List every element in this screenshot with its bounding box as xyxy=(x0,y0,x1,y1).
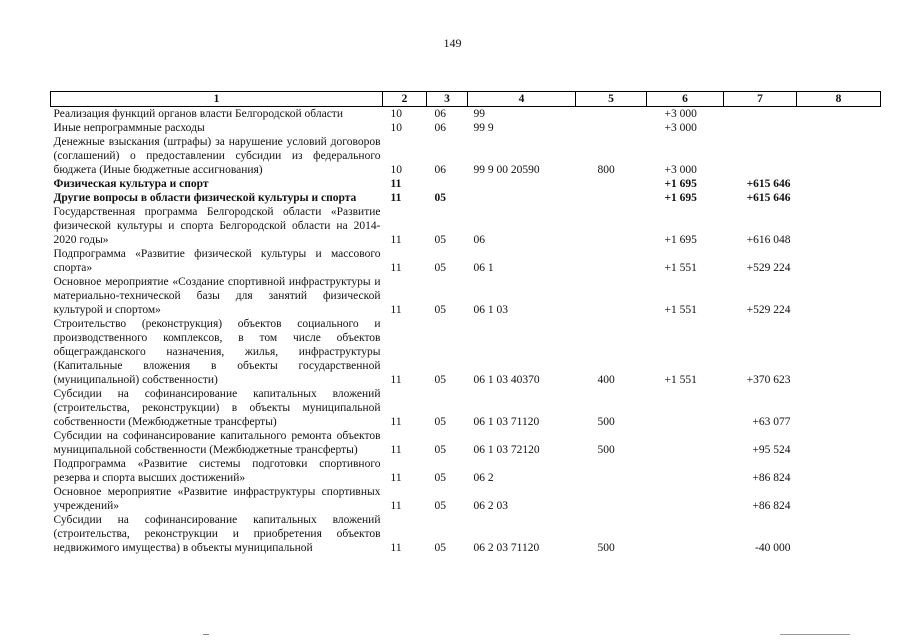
row-section: 11 xyxy=(390,542,402,554)
row-amount-6 xyxy=(647,485,724,513)
row-section: 11 xyxy=(390,500,402,512)
row-target-code: 06 1 03 71120 xyxy=(473,416,540,428)
row-amount-8 xyxy=(797,485,881,513)
row-target-code: 99 9 00 20590 xyxy=(473,164,540,176)
row-section: 11 xyxy=(390,444,402,456)
table-row xyxy=(51,387,881,429)
column-header-3: 3 xyxy=(427,92,468,107)
row-expense-type: 400 xyxy=(597,374,615,386)
column-header-1: 1 xyxy=(51,92,383,107)
row-amount-8 xyxy=(797,135,881,177)
row-subsection: 05 xyxy=(434,192,446,204)
row-amount-6: +1 695 xyxy=(664,234,697,246)
row-expense-type xyxy=(576,485,647,513)
budget-table xyxy=(50,91,881,555)
row-name: Строительство (реконструкция) объектов социального и производственного комплексов, в том числе объектов общегражданского назначения, жилья, инфраструктуры (Капитальные вложения в объекты государственной (муниципальной) собственности) xyxy=(53,318,381,386)
row-target-code: 06 1 03 72120 xyxy=(473,444,540,456)
row-amount-6: +3 000 xyxy=(664,122,697,134)
table-row xyxy=(51,107,881,122)
row-amount-6: +3 000 xyxy=(664,108,697,120)
scan-mark xyxy=(203,634,209,635)
row-name: Физическая культура и спорт xyxy=(53,178,209,190)
table-row xyxy=(51,457,881,485)
row-target-code: 99 9 xyxy=(473,122,494,134)
row-section: 11 xyxy=(390,234,402,246)
row-amount-7: +63 077 xyxy=(752,416,791,428)
table-row xyxy=(51,191,881,205)
row-expense-type xyxy=(576,247,647,275)
column-header-2: 2 xyxy=(383,92,427,107)
row-subsection: 05 xyxy=(434,234,446,246)
row-expense-type xyxy=(576,191,647,205)
row-amount-7 xyxy=(724,107,797,122)
row-amount-6 xyxy=(647,513,724,555)
row-amount-6: +1 551 xyxy=(664,304,697,316)
row-amount-8 xyxy=(797,107,881,122)
row-amount-6 xyxy=(647,457,724,485)
row-section: 11 xyxy=(390,416,402,428)
table-row xyxy=(51,135,881,177)
row-amount-7 xyxy=(724,121,797,135)
row-amount-7 xyxy=(724,135,797,177)
column-header-8: 8 xyxy=(797,92,881,107)
row-section: 10 xyxy=(390,108,402,120)
row-name: Субсидии на софинансирование капитального ремонта объектов муниципальной собственности (Межбюджетные трансферты) xyxy=(53,430,381,456)
row-section: 11 xyxy=(390,178,402,190)
row-subsection xyxy=(427,177,468,191)
row-expense-type xyxy=(576,457,647,485)
row-target-code: 06 2 03 xyxy=(473,500,508,512)
row-name: Другие вопросы в области физической культуры и спорта xyxy=(53,192,357,204)
row-name: Реализация функций органов власти Белгородской области xyxy=(53,108,343,120)
row-name: Подпрограмма «Развитие физической культуры и массового спорта» xyxy=(53,248,381,274)
column-header-5: 5 xyxy=(576,92,647,107)
row-target-code: 06 xyxy=(473,234,485,246)
row-subsection: 05 xyxy=(434,374,446,386)
row-subsection: 05 xyxy=(434,304,446,316)
row-name: Денежные взыскания (штрафы) за нарушение условий договоров (соглашений) о предоставлении субсидии из федерального бюджета (Иные бюджетные ассигнования) xyxy=(53,136,381,176)
row-name: Иные непрограммные расходы xyxy=(53,122,205,134)
column-header-6: 6 xyxy=(647,92,724,107)
row-amount-8 xyxy=(797,121,881,135)
row-target-code: 06 1 03 xyxy=(473,304,508,316)
row-amount-8 xyxy=(797,275,881,317)
row-subsection: 05 xyxy=(434,472,446,484)
row-amount-7: +529 224 xyxy=(746,304,791,316)
row-amount-8 xyxy=(797,317,881,387)
row-expense-type xyxy=(576,107,647,122)
row-name: Основное мероприятие «Создание спортивной инфраструктуры и материально-технической базы для занятий физической культурой и спортом» xyxy=(53,276,381,316)
page-number: 149 xyxy=(443,36,462,50)
row-name: Государственная программа Белгородской области «Развитие физической культуры и спорта Белгородской области на 2014-2020 годы» xyxy=(53,206,381,246)
table-body xyxy=(51,107,881,556)
row-name: Субсидии на софинансирование капитальных вложений (строительства, реконструкции) в объекты муниципальной собственности (Межбюджетные трансферты) xyxy=(53,388,381,428)
row-subsection: 05 xyxy=(434,262,446,274)
row-amount-7: +616 048 xyxy=(746,234,791,246)
row-section: 11 xyxy=(390,304,402,316)
row-target-code xyxy=(468,177,576,191)
row-target-code: 06 1 xyxy=(473,262,494,274)
row-section: 10 xyxy=(390,164,402,176)
row-amount-8 xyxy=(797,191,881,205)
row-section: 11 xyxy=(390,472,402,484)
row-expense-type xyxy=(576,121,647,135)
table-row xyxy=(51,429,881,457)
row-amount-6 xyxy=(647,429,724,457)
row-expense-type xyxy=(576,205,647,247)
row-subsection: 05 xyxy=(434,444,446,456)
row-name: Основное мероприятие «Развитие инфраструктуры спортивных учреждений» xyxy=(53,486,381,512)
column-header-4: 4 xyxy=(468,92,576,107)
table-header-row xyxy=(51,92,881,107)
row-amount-8 xyxy=(797,177,881,191)
table-row xyxy=(51,513,881,555)
row-subsection: 05 xyxy=(434,542,446,554)
row-expense-type xyxy=(576,275,647,317)
row-name: Подпрограмма «Развитие системы подготовки спортивного резерва и спорта высших достижений» xyxy=(53,458,381,484)
row-target-code: 06 2 xyxy=(473,472,494,484)
row-target-code: 99 xyxy=(473,108,485,120)
row-target-code: 06 1 03 40370 xyxy=(473,374,540,386)
row-target-code xyxy=(468,191,576,205)
row-section: 10 xyxy=(390,122,402,134)
row-amount-7: -40 000 xyxy=(755,542,791,554)
table-row xyxy=(51,205,881,247)
row-section: 11 xyxy=(390,262,402,274)
row-amount-8 xyxy=(797,205,881,247)
row-amount-7: +95 524 xyxy=(752,444,791,456)
table-row xyxy=(51,275,881,317)
table-row xyxy=(51,247,881,275)
row-section: 11 xyxy=(390,374,402,386)
row-amount-6: +1 551 xyxy=(664,262,697,274)
row-amount-6: +1 695 xyxy=(664,178,697,190)
column-header-7: 7 xyxy=(724,92,797,107)
row-amount-8 xyxy=(797,457,881,485)
row-amount-6: +1 695 xyxy=(664,192,697,204)
row-subsection: 06 xyxy=(434,122,446,134)
row-expense-type: 500 xyxy=(597,542,615,554)
row-amount-7: +529 224 xyxy=(746,262,791,274)
row-amount-7: +370 623 xyxy=(746,374,791,386)
row-amount-6: +1 551 xyxy=(664,374,697,386)
row-amount-8 xyxy=(797,513,881,555)
row-section: 11 xyxy=(390,192,402,204)
scan-mark xyxy=(780,634,850,635)
row-expense-type xyxy=(576,177,647,191)
row-target-code: 06 2 03 71120 xyxy=(473,542,540,554)
row-amount-6 xyxy=(647,387,724,429)
row-amount-6: +3 000 xyxy=(664,164,697,176)
row-name: Субсидии на софинансирование капитальных вложений (строительства, реконструкции и приобретения объектов недвижимого имущества) в объекты муниципальной xyxy=(53,514,381,554)
row-amount-7: +615 646 xyxy=(746,178,791,190)
row-expense-type: 800 xyxy=(597,164,615,176)
row-subsection: 05 xyxy=(434,500,446,512)
row-amount-8 xyxy=(797,247,881,275)
table-row xyxy=(51,121,881,135)
row-expense-type: 500 xyxy=(597,416,615,428)
row-amount-8 xyxy=(797,387,881,429)
row-subsection: 05 xyxy=(434,416,446,428)
table-row xyxy=(51,317,881,387)
row-amount-7: +86 824 xyxy=(752,500,791,512)
row-expense-type: 500 xyxy=(597,444,615,456)
row-subsection: 06 xyxy=(434,164,446,176)
table-row xyxy=(51,177,881,191)
row-amount-7: +86 824 xyxy=(752,472,791,484)
row-subsection: 06 xyxy=(434,108,446,120)
row-amount-7: +615 646 xyxy=(746,192,791,204)
row-amount-8 xyxy=(797,429,881,457)
table-row xyxy=(51,485,881,513)
